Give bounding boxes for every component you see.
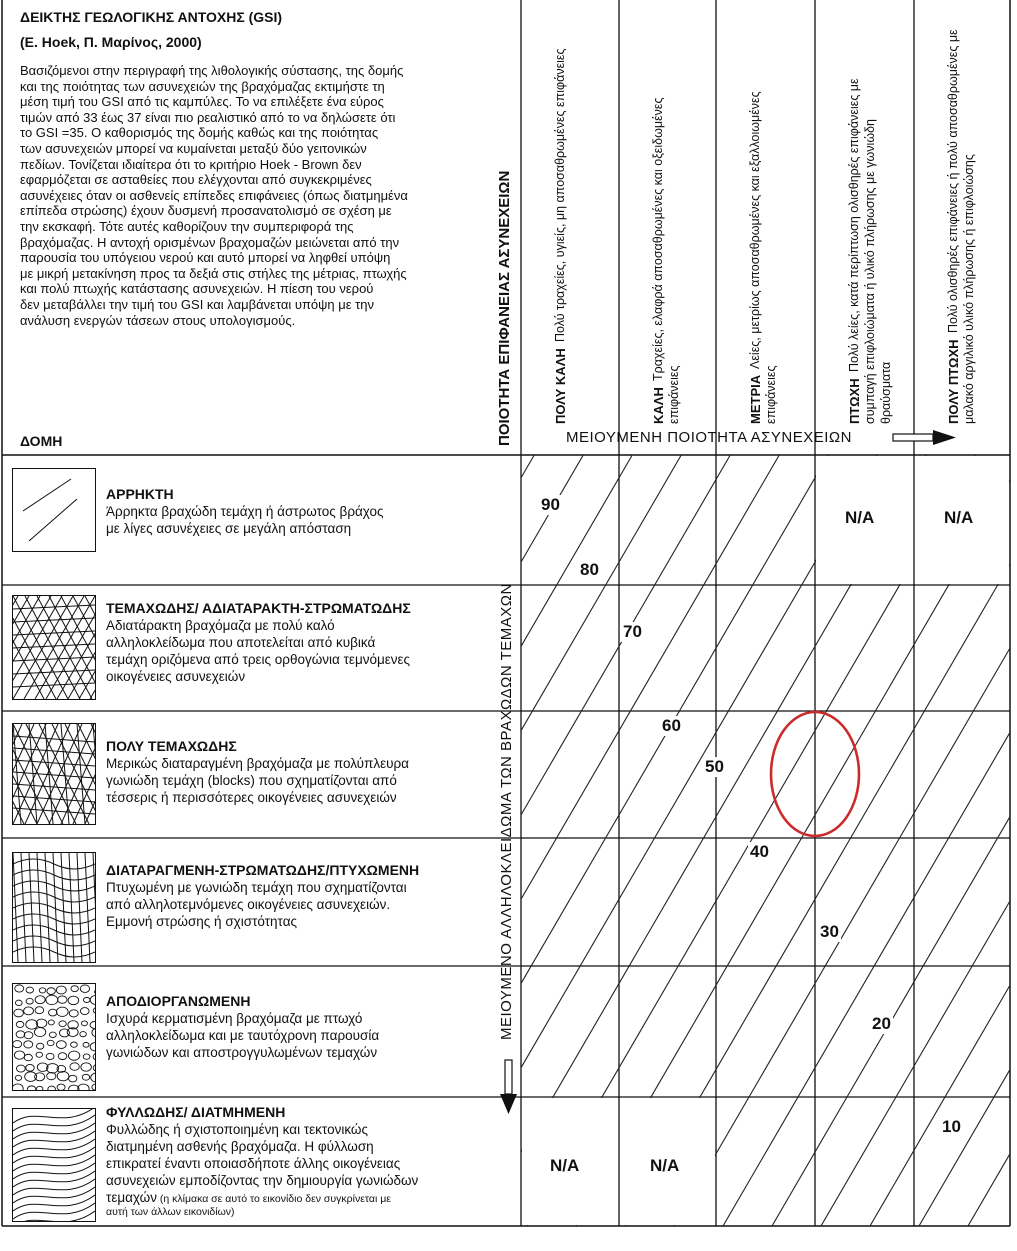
- structure-description-line: από αλληλοτεμνόμενες οικογένειες ασυνεχειών.: [106, 897, 391, 912]
- intro-line: την εκσκαφή. Τότε αυτές καθορίζουν την συμπεριφορά της: [20, 218, 354, 234]
- chart-subtitle: (Ε. Hoek, Π. Μαρίνος, 2000): [20, 34, 202, 50]
- column-description: μαλακό αργιλικό υλικό πλήρωσης ή επιφλοιώσης: [962, 154, 976, 424]
- intro-line: ασυνέχειες όταν οι ασθενείς επίπεδες επιφάνειες (όπως διατμημένα: [20, 187, 408, 203]
- structure-title: ΠΟΛΥ ΤΕΜΑΧΩΔΗΣ: [106, 738, 237, 754]
- intro-line: το GSI =35. Ο καθορισμός της δομής καθώς και της ποιότητας: [20, 125, 379, 141]
- blocky-rock-icon: [12, 595, 96, 700]
- structure-description-line: τέσσερις ή περισσότερες οικογένειες ασυνεχειών: [106, 790, 397, 805]
- structure-description-line: Φυλλώδης ή σχιστοποιημένη και τεκτονικώς: [106, 1122, 368, 1137]
- decreasing-interlock-label: ΜΕΙΟΥΜΕΝΟ ΑΛΛΗΛΟΚΛΕΙΔΩΜΑ ΤΩΝ ΒΡΑΧΩΔΩΝ ΤΕΜΑΧΩΝ: [498, 583, 515, 1040]
- structure-description-line: αλληλοκλείδωμα που αποτελείται από κυβικά: [106, 635, 376, 650]
- gsi-contour-label: 20: [872, 1014, 891, 1033]
- structure-description-line: Μερικώς διαταραγμένη βραχόμαζα με πολύπλευρα: [106, 756, 409, 771]
- structure-row: [106, 738, 490, 806]
- structure-description-line: αλληλοκλείδωμα και με ταυτόχρονη παρουσία: [106, 1028, 380, 1043]
- structure-description-line: γωνιώδη τεμάχη (blocks) που σχηματίζονται από: [106, 773, 397, 788]
- structure-description-line: Ισχυρά κερματισμένη βραχόμαζα με πτωχό: [106, 1011, 363, 1026]
- structure-title: ΦΥΛΛΩΔΗΣ/ ΔΙΑΤΜΗΜΕΝΗ: [106, 1104, 286, 1120]
- column-description: Τραχείες, ελαφρά αποσαθρωμένες και οξειδωμένες: [651, 97, 665, 381]
- structure-description-line: τεμάχη οριζόμενα από τρεις ορθογώνια τεμνόμενες: [106, 652, 411, 667]
- structure-title: ΑΡΡΗΚΤΗ: [106, 486, 174, 502]
- gsi-contour-label: 80: [580, 560, 599, 579]
- structure-description-line: ασυνεχειών εμποδίζοντας την δημιουργία γωνιώδων: [106, 1173, 419, 1188]
- structure-description-line: Εμμονή στρώσης ή σχιστότητας: [106, 914, 298, 929]
- column-title: ΠΟΛΥ ΠΤΩΧΗ: [946, 339, 961, 424]
- na-label: N/A: [650, 1156, 680, 1175]
- intro-line: μέση τιμή του GSI από τις καμπύλες. Το να επιλέξετε ένα εύρος: [20, 94, 384, 110]
- column-description: Πολύ ολισθηρές επιφάνειες ή πολύ αποσαθρωμένες με: [946, 29, 960, 333]
- intro-line: Βασιζόμενοι στην περιγραφή της λιθολογικής σύστασης, της δομής: [20, 63, 404, 78]
- column-description: Πολύ λείες, κατά περίπτωση ολισθηρές επιφάνειες με: [847, 78, 861, 372]
- gsi-contour-label: 30: [820, 922, 839, 941]
- gsi-contour-label: 50: [705, 757, 724, 776]
- structure-description-line: οικογένειες ασυνεχειών: [106, 669, 246, 684]
- gsi-contour-label: 60: [662, 716, 681, 735]
- intro-line: και πολύ πτωχής κατάστασης ασυνεχειών. Η πίεση του νερού: [20, 281, 374, 297]
- icon-scale-note: αυτή των άλλων εικονιδίων): [106, 1206, 235, 1218]
- column-description: επιφάνειες: [667, 365, 681, 424]
- structure-description-line: Άρρηκτα βραχώδη τεμάχη ή άστρωτος βράχος: [106, 504, 384, 519]
- gsi-contour-label: 90: [541, 495, 560, 514]
- foliated-sheared-rock-icon: [12, 1108, 96, 1222]
- intro-line: και της ποιότητας των ασυνεχειών της βραχόμαζας εκτιμήστε τη: [20, 78, 385, 94]
- structure-description-line: Αδιατάρακτη βραχόμαζα με πολύ καλό: [106, 618, 335, 633]
- structure-description-line: γωνιώδων και αποστρογγυλωμένων τεμαχών: [106, 1045, 378, 1060]
- intro-paragraph: [20, 63, 500, 328]
- decreasing-quality-label: ΜΕΙΟΥΜΕΝΗ ΠΟΙΟΤΗΤΑ ΑΣΥΝΕΧΕΙΩΝ: [566, 429, 852, 446]
- intro-line: με μικρή μετακίνηση προς τα δεξιά στις στήλες της μέτριας, πτωχής: [20, 265, 407, 281]
- gsi-contour-label: 40: [750, 842, 769, 861]
- structure-row: [106, 486, 490, 537]
- intro-line: δεν μεταβάλλει την τιμή του GSI και λαμβάνεται υπόψη με την: [20, 296, 375, 312]
- intro-line: πεδίων. Τονίζεται ιδιαίτερα ότι το κριτήριο Hoek - Brown δεν: [20, 156, 362, 172]
- chart-title: ΔΕΙΚΤΗΣ ΓΕΩΛΟΓΙΚΗΣ ΑΝΤΟΧΗΣ (GSI): [20, 9, 283, 25]
- column-title: ΠΟΛΥ ΚΑΛΗ: [553, 348, 568, 424]
- gsi-contour-label: 70: [623, 622, 642, 641]
- structure-title: ΤΕΜΑΧΩΔΗΣ/ ΑΔΙΑΤΑΡΑΚΤΗ-ΣΤΡΩΜΑΤΩΔΗΣ: [106, 600, 411, 616]
- column-title: ΚΑΛΗ: [651, 387, 666, 424]
- na-label: N/A: [550, 1156, 580, 1175]
- structure-description-line: με λίγες ασυνέχειες σε μεγάλη απόσταση: [106, 521, 352, 536]
- very-blocky-rock-icon: [12, 723, 96, 825]
- column-description: Λείες, μετρίως αποσαθρωμένες και εξαλλοιωμένες: [748, 91, 762, 369]
- disintegrated-rock-icon: [12, 983, 96, 1091]
- down-arrow-icon: [500, 1060, 517, 1114]
- intact-rock-icon: [12, 468, 96, 552]
- column-title: ΠΤΩΧΗ: [847, 378, 862, 424]
- structure-title: ΑΠΟΔΙΟΡΓΑΝΩΜΕΝΗ: [106, 993, 251, 1009]
- intro-line: παρουσία του υπόγειου νερού και αυτό μπορεί να ληφθεί υπόψη: [20, 250, 391, 266]
- structure-row: [106, 993, 490, 1061]
- structure-description-line: επικρατεί έναντι οποιασδήποτε άλλης οικογένειας: [106, 1156, 401, 1171]
- intro-line: εφαρμόζεται σε ασταθείες που ελέγχονται από συγκεκριμένες: [20, 172, 372, 188]
- gsi-contour-label: 10: [942, 1117, 961, 1136]
- column-description: Πολύ τραχείες, υγιείς, μη αποσαθρωμένες επιφάνειες: [553, 48, 567, 342]
- right-arrow-icon: [893, 430, 956, 445]
- structure-description-line: διατμημένη ασθενής βραχόμαζα. Η φύλλωση: [106, 1139, 374, 1154]
- column-description: θραύσματα: [879, 361, 893, 424]
- structure-row: [106, 1104, 490, 1218]
- icon-scale-note: (η κλίμακα σε αυτό το εικονίδιο δεν συγκρίνεται με: [156, 1193, 391, 1205]
- structure-header: ΔΟΜΗ: [20, 433, 63, 449]
- intro-line: ανάλυση ενεργών τάσεων στους υπολογισμούς.: [20, 312, 296, 328]
- surface-quality-label: ΠΟΙΟΤΗΤΑ ΕΠΙΦΑΝΕΙΑΣ ΑΣΥΝΕΧΕΙΩΝ: [496, 170, 513, 446]
- disturbed-folded-rock-icon: [12, 852, 96, 963]
- structure-row: [106, 862, 490, 930]
- na-label: N/A: [845, 508, 875, 527]
- structure-description-line: τεμαχών: [106, 1190, 157, 1205]
- column-description: συμπαγή επιφλοιώματα ή υλικό πλήρωσης με γωνιώδη: [863, 118, 877, 424]
- intro-line: των ασυνεχειών μπορεί να κυμαίνεται μεταξύ δύο γειτονικών: [20, 140, 367, 156]
- structure-row: [106, 600, 490, 685]
- intro-line: επίπεδα στρώσης) έχουν δυσμενή προσανατολισμό σε σχέση με: [20, 203, 392, 219]
- na-label: N/A: [944, 508, 974, 527]
- structure-title: ΔΙΑΤΑΡΑΓΜΕΝΗ-ΣΤΡΩΜΑΤΩΔΗΣ/ΠΤΥΧΩΜΕΝΗ: [106, 862, 420, 878]
- intro-line: τιμών από 33 έως 37 είναι πιο ρεαλιστικό από το να δηλώσετε ότι: [20, 109, 396, 125]
- structure-description-line: Πτυχωμένη με γωνιώδη τεμάχη που σχηματίζονται: [106, 880, 407, 895]
- intro-line: βραχόμαζας. Η αντοχή ορισμένων βραχομαζών μειώνεται από την: [20, 234, 400, 250]
- column-description: επιφάνειες: [764, 365, 778, 424]
- column-title: ΜΕΤΡΙΑ: [748, 374, 763, 424]
